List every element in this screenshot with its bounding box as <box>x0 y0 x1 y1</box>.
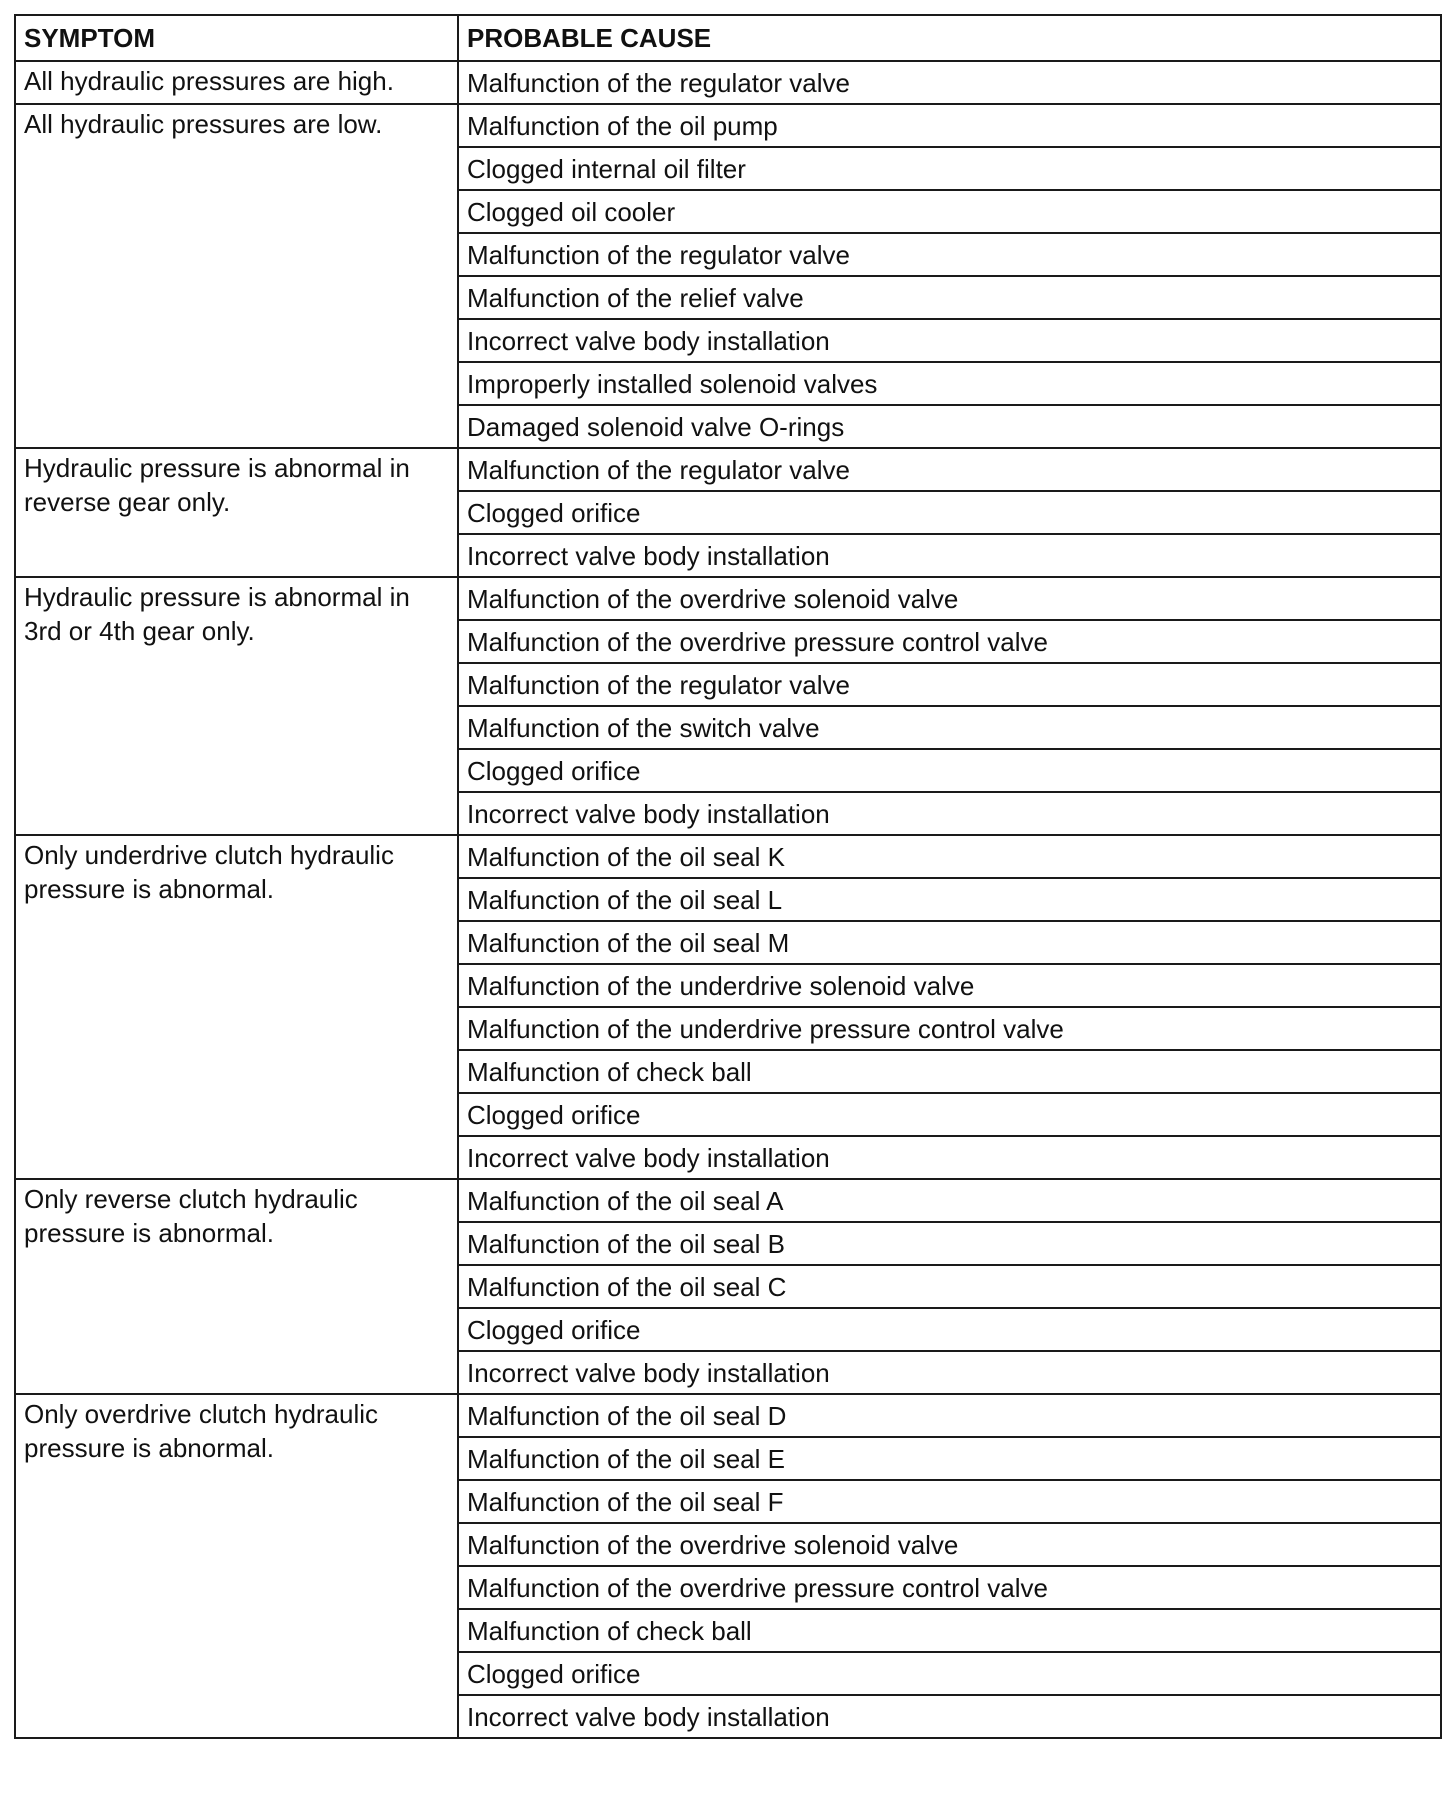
symptom-cell <box>15 835 458 1179</box>
probable-cause-cell: Malfunction of the regulator valve <box>458 663 1441 706</box>
probable-cause-cell: Clogged orifice <box>458 1093 1441 1136</box>
table-row <box>15 1179 1441 1222</box>
symptom-text: Hydraulic pressure is abnormal in 3rd or 4th gear only. <box>24 582 410 646</box>
symptom-text: All hydraulic pressures are low. <box>24 109 383 139</box>
probable-cause-cell: Malfunction of the oil pump <box>458 104 1441 147</box>
probable-cause-cell: Incorrect valve body installation <box>458 792 1441 835</box>
probable-cause-cell: Malfunction of the underdrive pressure control valve <box>458 1007 1441 1050</box>
probable-cause-cell: Malfunction of the regulator valve <box>458 448 1441 491</box>
probable-cause-cell: Clogged orifice <box>458 749 1441 792</box>
probable-cause-cell: Clogged internal oil filter <box>458 147 1441 190</box>
table-body <box>15 61 1441 1738</box>
symptom-cell <box>15 61 458 104</box>
table-row <box>15 835 1441 878</box>
symptom-cell <box>15 1179 458 1394</box>
probable-cause-cell: Malfunction of check ball <box>458 1050 1441 1093</box>
probable-cause-cell: Clogged orifice <box>458 491 1441 534</box>
probable-cause-cell: Clogged oil cooler <box>458 190 1441 233</box>
probable-cause-cell: Malfunction of the regulator valve <box>458 61 1441 104</box>
table-row <box>15 61 1441 104</box>
symptom-cause-table <box>14 14 1442 1739</box>
probable-cause-cell: Malfunction of check ball <box>458 1609 1441 1652</box>
probable-cause-cell: Malfunction of the oil seal A <box>458 1179 1441 1222</box>
probable-cause-cell: Malfunction of the oil seal K <box>458 835 1441 878</box>
probable-cause-cell: Clogged orifice <box>458 1308 1441 1351</box>
symptom-cell <box>15 577 458 835</box>
table-row <box>15 104 1441 147</box>
symptom-text: All hydraulic pressures are high. <box>24 66 394 96</box>
probable-cause-cell: Malfunction of the overdrive pressure control valve <box>458 1566 1441 1609</box>
probable-cause-cell: Malfunction of the oil seal C <box>458 1265 1441 1308</box>
probable-cause-cell: Malfunction of the oil seal F <box>458 1480 1441 1523</box>
symptom-cell <box>15 448 458 577</box>
probable-cause-cell: Malfunction of the oil seal M <box>458 921 1441 964</box>
symptom-text: Only overdrive clutch hydraulic pressure is abnormal. <box>24 1399 379 1463</box>
probable-cause-cell: Malfunction of the oil seal E <box>458 1437 1441 1480</box>
symptom-text: Only reverse clutch hydraulic pressure is abnormal. <box>24 1184 358 1248</box>
probable-cause-cell: Damaged solenoid valve O-rings <box>458 405 1441 448</box>
probable-cause-cell: Incorrect valve body installation <box>458 1351 1441 1394</box>
symptom-cell <box>15 104 458 448</box>
symptom-text: Hydraulic pressure is abnormal in reverse gear only. <box>24 453 410 517</box>
probable-cause-cell: Malfunction of the switch valve <box>458 706 1441 749</box>
probable-cause-cell: Improperly installed solenoid valves <box>458 362 1441 405</box>
probable-cause-cell: Malfunction of the overdrive solenoid valve <box>458 1523 1441 1566</box>
cause-column-header: PROBABLE CAUSE <box>458 15 1441 61</box>
probable-cause-cell: Malfunction of the regulator valve <box>458 233 1441 276</box>
probable-cause-cell: Malfunction of the relief valve <box>458 276 1441 319</box>
table-row <box>15 448 1441 491</box>
probable-cause-cell: Incorrect valve body installation <box>458 534 1441 577</box>
table-row <box>15 1394 1441 1437</box>
probable-cause-cell: Malfunction of the underdrive solenoid valve <box>458 964 1441 1007</box>
probable-cause-cell: Incorrect valve body installation <box>458 1136 1441 1179</box>
symptom-column-header: SYMPTOM <box>15 15 458 61</box>
probable-cause-cell: Malfunction of the overdrive pressure control valve <box>458 620 1441 663</box>
symptom-text: Only underdrive clutch hydraulic pressure is abnormal. <box>24 840 394 904</box>
probable-cause-cell: Clogged orifice <box>458 1652 1441 1695</box>
probable-cause-cell: Malfunction of the oil seal B <box>458 1222 1441 1265</box>
probable-cause-cell: Incorrect valve body installation <box>458 319 1441 362</box>
table-row <box>15 577 1441 620</box>
probable-cause-cell: Malfunction of the oil seal D <box>458 1394 1441 1437</box>
probable-cause-cell: Malfunction of the overdrive solenoid valve <box>458 577 1441 620</box>
probable-cause-cell: Malfunction of the oil seal L <box>458 878 1441 921</box>
table-header <box>15 15 1441 61</box>
header-row <box>15 15 1441 61</box>
probable-cause-cell: Incorrect valve body installation <box>458 1695 1441 1738</box>
symptom-cell <box>15 1394 458 1738</box>
